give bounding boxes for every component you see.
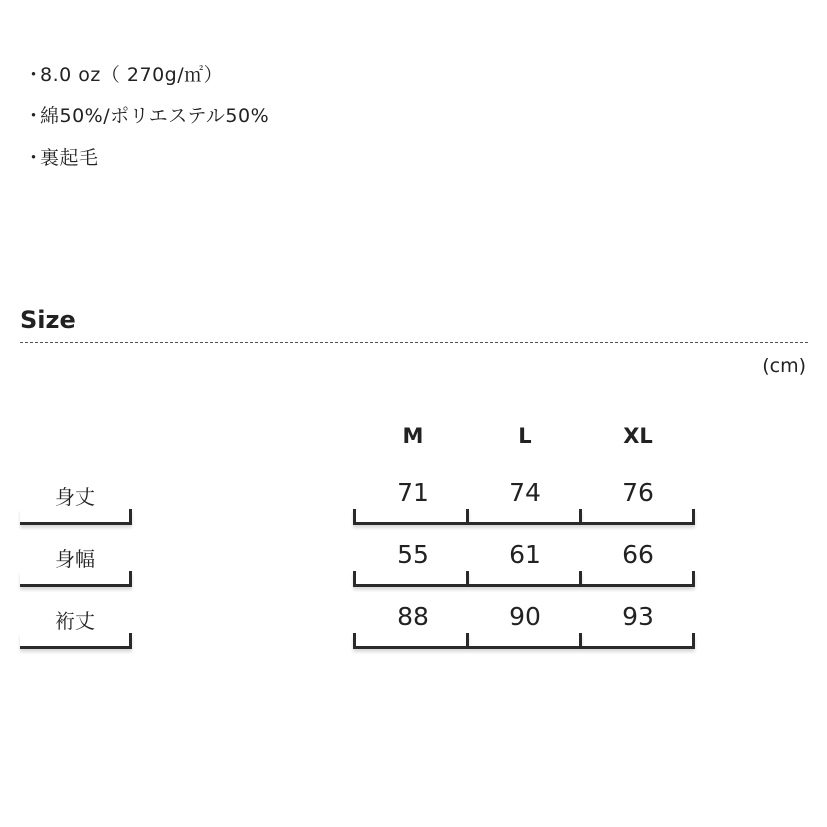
row-label-underline — [20, 633, 132, 649]
row-label-underline — [20, 509, 132, 525]
column-header-m: M — [402, 424, 424, 448]
row-label-sleeve: 裄丈 — [55, 609, 95, 633]
cell-bracket — [469, 509, 582, 525]
spec-weight-text: 8.0 oz（ 270g/㎡） — [40, 64, 224, 86]
cell-m-sleeve: 88 — [397, 602, 429, 631]
cell-l-width: 61 — [509, 540, 541, 569]
column-header-l: L — [518, 424, 532, 448]
spec-material — [24, 101, 269, 128]
cell-bracket — [353, 633, 469, 649]
row-label-width: 身幅 — [55, 547, 95, 571]
cell-bracket — [469, 633, 582, 649]
cell-l-length: 74 — [509, 478, 541, 507]
spec-fleece — [24, 143, 99, 170]
cell-xl-length: 76 — [622, 478, 654, 507]
cell-m-width: 55 — [397, 540, 429, 569]
cell-bracket — [469, 571, 582, 587]
cell-bracket — [353, 571, 469, 587]
cell-m-length: 71 — [397, 478, 429, 507]
size-title: Size — [20, 306, 76, 334]
cell-bracket — [582, 509, 695, 525]
bullet: ・ — [24, 147, 44, 169]
cell-xl-width: 66 — [622, 540, 654, 569]
cell-xl-sleeve: 93 — [622, 602, 654, 631]
cell-bracket — [582, 633, 695, 649]
spec-fleece-text: 裏起毛 — [40, 147, 99, 169]
unit-label: (cm) — [762, 355, 806, 377]
bullet: ・ — [24, 64, 44, 86]
cell-bracket — [353, 509, 469, 525]
row-label-length: 身丈 — [55, 485, 95, 509]
row-label-underline — [20, 571, 132, 587]
cell-l-sleeve: 90 — [509, 602, 541, 631]
spec-weight — [24, 60, 223, 87]
column-header-xl: XL — [623, 424, 653, 448]
cell-bracket — [582, 571, 695, 587]
bullet: ・ — [24, 105, 44, 127]
spec-material-text: 綿50%/ポリエステル50% — [40, 105, 270, 127]
dashed-divider — [20, 342, 808, 343]
